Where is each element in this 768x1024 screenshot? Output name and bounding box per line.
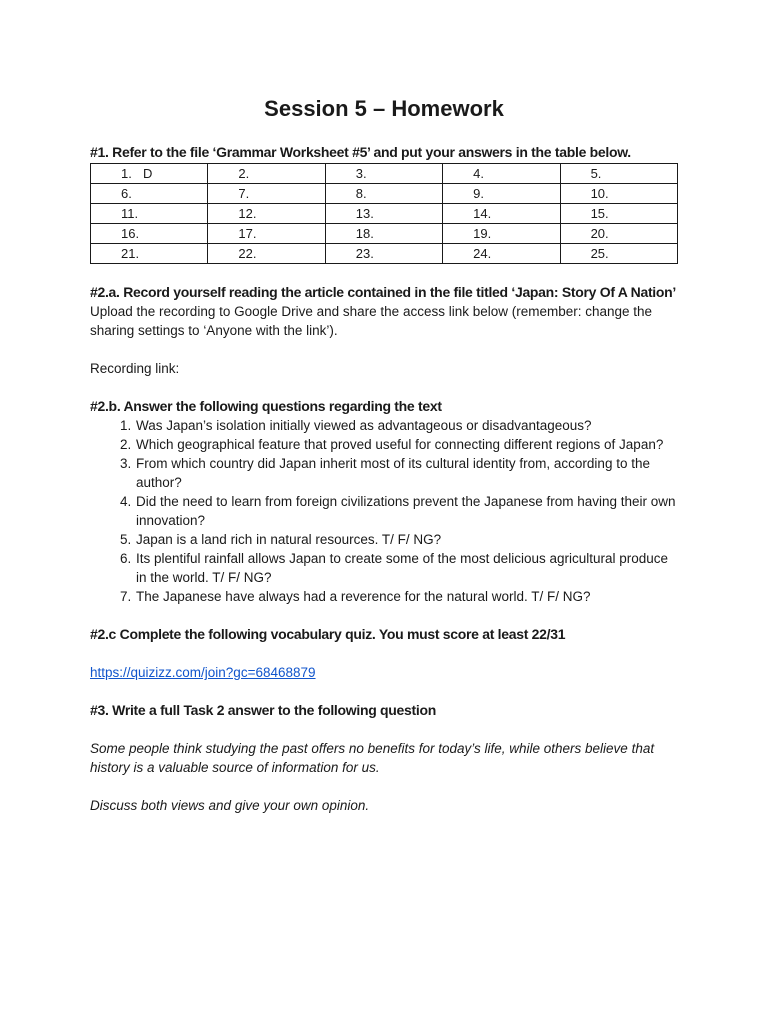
answer-number: 3.: [355, 166, 367, 181]
table-cell[interactable]: [91, 244, 208, 264]
list-item: 6. Its plentiful rainfall allows Japan to create some of the most delicious agricultural produce in the world. T/ F/ NG?: [135, 549, 680, 587]
section-2a-instructions: Upload the recording to Google Drive and share the access link below (remember: change the sharing settings to ‘Anyone with the link’).: [90, 304, 653, 338]
recording-link-label: Recording link:: [90, 361, 180, 376]
table-cell[interactable]: [560, 184, 677, 204]
table-row: [91, 224, 678, 244]
table-cell[interactable]: [560, 224, 677, 244]
document-body: [90, 143, 680, 815]
answer-number: 11.: [121, 206, 139, 221]
table-cell[interactable]: [325, 224, 442, 244]
answer-number: 20.: [590, 226, 609, 241]
table-cell[interactable]: [325, 244, 442, 264]
table-cell[interactable]: [443, 204, 560, 224]
question-list: [90, 416, 680, 606]
answer-number: 5.: [590, 166, 602, 181]
essay-instruction: Discuss both views and give your own opinion.: [90, 798, 370, 813]
answer-number: 13.: [355, 206, 374, 221]
section-2a-heading: #2.a. Record yourself reading the article contained in the file titled ‘Japan: Story Of A Nation’: [90, 284, 676, 300]
answer-number: 2.: [238, 166, 250, 181]
table-cell[interactable]: [560, 164, 677, 184]
answer-number: 9.: [473, 186, 485, 201]
table-cell[interactable]: [208, 224, 325, 244]
table-row: [91, 164, 678, 184]
answer-number: 1.: [121, 166, 132, 181]
answer-number: 25.: [590, 246, 609, 261]
answer-number: 17.: [238, 226, 257, 241]
answer-value: D: [143, 166, 153, 181]
table-cell[interactable]: [443, 244, 560, 264]
answer-number: 22.: [238, 246, 257, 261]
list-item: 5. Japan is a land rich in natural resources. T/ F/ NG?: [135, 530, 680, 549]
page-title: Session 5 – Homework: [264, 96, 504, 121]
essay-prompt: Some people think studying the past offers no benefits for today’s life, while others believe that history is a valuable source of information for us.: [90, 741, 655, 775]
table-cell[interactable]: [208, 204, 325, 224]
table-cell[interactable]: [560, 204, 677, 224]
table-cell[interactable]: [560, 244, 677, 264]
table-row: [91, 184, 678, 204]
table-cell[interactable]: [443, 184, 560, 204]
table-cell[interactable]: [208, 244, 325, 264]
answer-number: 18.: [355, 226, 374, 241]
table-cell[interactable]: [325, 204, 442, 224]
table-row: [91, 244, 678, 264]
answer-table: [90, 163, 678, 264]
list-item: 4. Did the need to learn from foreign civilizations prevent the Japanese from having their own innovation?: [135, 492, 680, 530]
table-cell[interactable]: [91, 224, 208, 244]
section-2b-heading: #2.b. Answer the following questions regarding the text: [90, 398, 442, 414]
table-cell[interactable]: [443, 224, 560, 244]
list-item: 3. From which country did Japan inherit most of its cultural identity from, according to the author?: [135, 454, 680, 492]
table-cell[interactable]: [91, 164, 208, 184]
answer-number: 16.: [121, 226, 140, 241]
answer-number: 23.: [355, 246, 374, 261]
answer-number: 10.: [590, 186, 609, 201]
answer-number: 24.: [473, 246, 492, 261]
answer-number: 7.: [238, 186, 250, 201]
table-cell[interactable]: [325, 164, 442, 184]
table-cell[interactable]: [91, 204, 208, 224]
answer-number: 6.: [121, 186, 132, 201]
table-cell[interactable]: [208, 184, 325, 204]
answer-number: 14.: [473, 206, 492, 221]
section-3-heading: #3. Write a full Task 2 answer to the following question: [90, 702, 436, 718]
section-1-heading: #1. Refer to the file ‘Grammar Worksheet #5’ and put your answers in the table below.: [90, 144, 631, 160]
section-2c-heading: #2.c Complete the following vocabulary quiz. You must score at least 22/31: [90, 626, 566, 642]
answer-number: 12.: [238, 206, 257, 221]
answer-number: 4.: [473, 166, 485, 181]
quiz-link[interactable]: https://quizizz.com/join?gc=68468879: [90, 665, 316, 680]
table-cell[interactable]: [443, 164, 560, 184]
answer-number: 21.: [121, 246, 140, 261]
list-item: 2. Which geographical feature that proved useful for connecting different regions of Japan?: [135, 435, 680, 454]
list-item: 7. The Japanese have always had a reverence for the natural world. T/ F/ NG?: [135, 587, 680, 606]
answer-number: 19.: [473, 226, 492, 241]
answer-number: 15.: [590, 206, 609, 221]
table-cell[interactable]: [91, 184, 208, 204]
list-item: 1. Was Japan’s isolation initially viewed as advantageous or disadvantageous?: [135, 416, 680, 435]
table-cell[interactable]: [325, 184, 442, 204]
answer-number: 8.: [355, 186, 367, 201]
table-row: [91, 204, 678, 224]
table-cell[interactable]: [208, 164, 325, 184]
